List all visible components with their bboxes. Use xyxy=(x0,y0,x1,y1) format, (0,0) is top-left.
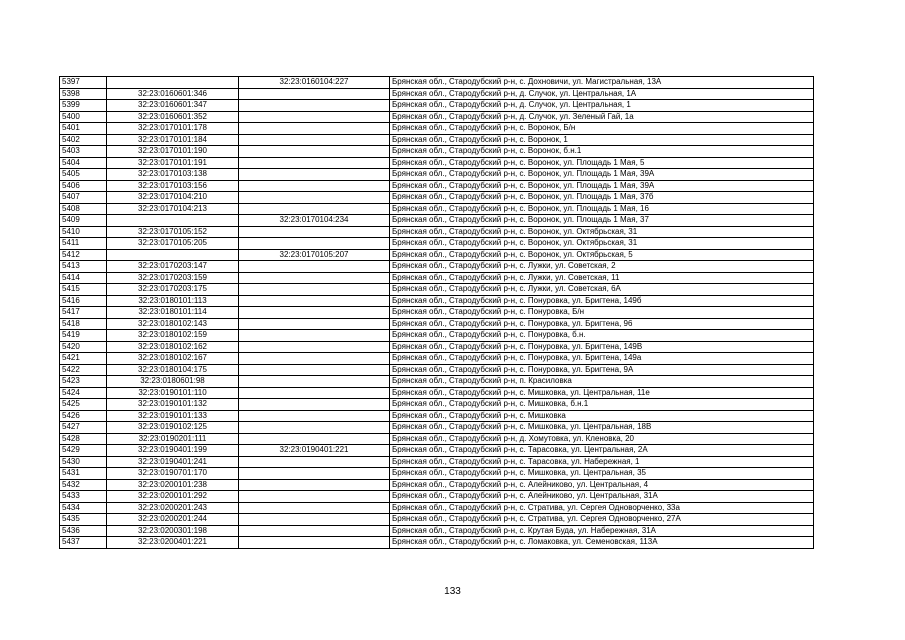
address-cell: Брянская обл., Стародубский р-н, д. Случок, ул. Центральная, 1 xyxy=(390,100,814,112)
address-cell: Брянская обл., Стародубский р-н, с. Стратива, ул. Сергея Одноворченко, 27А xyxy=(390,514,814,526)
address-cell: Брянская обл., Стародубский р-н, с. Понуровка, ул. Бригтена, 9А xyxy=(390,364,814,376)
cadastral-number-cell xyxy=(107,215,239,227)
table-row xyxy=(60,307,814,319)
cadastral-number-cell: 32:23:0170105:205 xyxy=(107,238,239,250)
address-cell: Брянская обл., Стародубский р-н, с. Мишковка, ул. Центральная, 18В xyxy=(390,422,814,434)
cadastral-number-cell: 32:23:0170101:190 xyxy=(107,146,239,158)
table-row xyxy=(60,249,814,261)
row-number-cell: 5414 xyxy=(60,272,107,284)
address-cell: Брянская обл., Стародубский р-н, с. Понуровка, б.н. xyxy=(390,330,814,342)
row-number-cell: 5418 xyxy=(60,318,107,330)
row-number-cell: 5406 xyxy=(60,180,107,192)
table-row xyxy=(60,238,814,250)
table-row xyxy=(60,491,814,503)
address-cell: Брянская обл., Стародубский р-н, с. Воронок, ул. Октябрьская, 31 xyxy=(390,226,814,238)
row-number-cell: 5417 xyxy=(60,307,107,319)
row-number-cell: 5423 xyxy=(60,376,107,388)
address-cell: Брянская обл., Стародубский р-н, с. Воронок, ул. Площадь 1 Мая, 37б xyxy=(390,192,814,204)
address-cell: Брянская обл., Стародубский р-н, с. Понуровка, ул. Бригтена, 149б xyxy=(390,295,814,307)
cadastral-number-secondary-cell xyxy=(239,203,390,215)
cadastral-number-cell: 32:23:0160601:346 xyxy=(107,88,239,100)
cadastral-number-secondary-cell xyxy=(239,433,390,445)
address-cell: Брянская обл., Стародубский р-н, с. Понуровка, ул. Бригтена, 149а xyxy=(390,353,814,365)
cadastral-number-secondary-cell xyxy=(239,226,390,238)
cadastral-number-cell: 32:23:0170203:175 xyxy=(107,284,239,296)
cadastral-number-cell: 32:23:0170104:210 xyxy=(107,192,239,204)
address-cell: Брянская обл., Стародубский р-н, с. Дохновичи, ул. Магистральная, 13А xyxy=(390,77,814,89)
row-number-cell: 5407 xyxy=(60,192,107,204)
table-row xyxy=(60,514,814,526)
address-cell: Брянская обл., Стародубский р-н, с. Понуровка, ул. Бригтена, 149В xyxy=(390,341,814,353)
row-number-cell: 5398 xyxy=(60,88,107,100)
row-number-cell: 5412 xyxy=(60,249,107,261)
table-row xyxy=(60,203,814,215)
cadastral-number-cell: 32:23:0190201:111 xyxy=(107,433,239,445)
table-row xyxy=(60,146,814,158)
row-number-cell: 5436 xyxy=(60,525,107,537)
table-row xyxy=(60,318,814,330)
table-row xyxy=(60,410,814,422)
address-cell: Брянская обл., Стародубский р-н, д. Случок, ул. Центральная, 1А xyxy=(390,88,814,100)
table-row xyxy=(60,399,814,411)
cadastral-number-secondary-cell xyxy=(239,238,390,250)
address-cell: Брянская обл., Стародубский р-н, с. Мишковка xyxy=(390,410,814,422)
cadastral-number-secondary-cell: 32:23:0160104:227 xyxy=(239,77,390,89)
row-number-cell: 5405 xyxy=(60,169,107,181)
row-number-cell: 5420 xyxy=(60,341,107,353)
address-cell: Брянская обл., Стародубский р-н, с. Крутая Буда, ул. Набережная, 31А xyxy=(390,525,814,537)
cadastral-number-secondary-cell: 32:23:0170104:234 xyxy=(239,215,390,227)
address-cell: Брянская обл., Стародубский р-н, с. Воронок, ул. Площадь 1 Мая, 5 xyxy=(390,157,814,169)
table-row xyxy=(60,295,814,307)
address-cell: Брянская обл., Стародубский р-н, п. Красиловка xyxy=(390,376,814,388)
row-number-cell: 5413 xyxy=(60,261,107,273)
address-cell: Брянская обл., Стародубский р-н, с. Воронок, ул. Площадь 1 Мая, 39А xyxy=(390,169,814,181)
address-cell: Брянская обл., Стародубский р-н, с. Воронок, 1 xyxy=(390,134,814,146)
address-cell: Брянская обл., Стародубский р-н, с. Лужки, ул. Советская, 2 xyxy=(390,261,814,273)
table-row xyxy=(60,111,814,123)
table-row xyxy=(60,502,814,514)
cadastral-number-cell: 32:23:0180102:167 xyxy=(107,353,239,365)
row-number-cell: 5430 xyxy=(60,456,107,468)
cadastral-number-cell: 32:23:0170103:156 xyxy=(107,180,239,192)
address-cell: Брянская обл., Стародубский р-н, с. Лужки, ул. Советская, 11 xyxy=(390,272,814,284)
cadastral-number-secondary-cell xyxy=(239,330,390,342)
table-row xyxy=(60,100,814,112)
row-number-cell: 5416 xyxy=(60,295,107,307)
row-number-cell: 5426 xyxy=(60,410,107,422)
cadastral-number-cell: 32:23:0170101:191 xyxy=(107,157,239,169)
cadastral-number-secondary-cell xyxy=(239,456,390,468)
table-row xyxy=(60,422,814,434)
address-cell: Брянская обл., Стародубский р-н, с. Воронок, ул. Площадь 1 Мая, 39А xyxy=(390,180,814,192)
cadastral-number-cell: 32:23:0180102:143 xyxy=(107,318,239,330)
cadastral-number-cell: 32:23:0200101:238 xyxy=(107,479,239,491)
address-cell: Брянская обл., Стародубский р-н, с. Тарасовка, ул. Центральная, 2А xyxy=(390,445,814,457)
table-row xyxy=(60,77,814,89)
cadastral-number-cell: 32:23:0170203:147 xyxy=(107,261,239,273)
address-cell: Брянская обл., Стародубский р-н, д. Случок, ул. Зеленый Гай, 1а xyxy=(390,111,814,123)
row-number-cell: 5401 xyxy=(60,123,107,135)
address-cell: Брянская обл., Стародубский р-н, с. Воронок, ул. Октябрьская, 31 xyxy=(390,238,814,250)
cadastral-number-secondary-cell xyxy=(239,284,390,296)
cadastral-number-secondary-cell xyxy=(239,364,390,376)
page-number: 133 xyxy=(444,586,461,597)
cadastral-number-secondary-cell xyxy=(239,180,390,192)
table-row xyxy=(60,284,814,296)
cadastral-number-secondary-cell xyxy=(239,491,390,503)
cadastral-number-secondary-cell xyxy=(239,525,390,537)
row-number-cell: 5432 xyxy=(60,479,107,491)
table-row xyxy=(60,353,814,365)
row-number-cell: 5408 xyxy=(60,203,107,215)
table-row xyxy=(60,123,814,135)
cadastral-number-cell: 32:23:0190401:199 xyxy=(107,445,239,457)
cadastral-number-secondary-cell xyxy=(239,146,390,158)
cadastral-number-secondary-cell xyxy=(239,514,390,526)
row-number-cell: 5431 xyxy=(60,468,107,480)
cadastral-number-cell: 32:23:0190101:132 xyxy=(107,399,239,411)
cadastral-number-cell: 32:23:0170101:184 xyxy=(107,134,239,146)
cadastral-number-cell: 32:23:0200401:221 xyxy=(107,537,239,549)
address-cell: Брянская обл., Стародубский р-н, с. Понуровка, Б/н xyxy=(390,307,814,319)
row-number-cell: 5425 xyxy=(60,399,107,411)
address-cell: Брянская обл., Стародубский р-н, с. Мишковка, ул. Центральная, 11е xyxy=(390,387,814,399)
cadastral-number-secondary-cell xyxy=(239,376,390,388)
table-row xyxy=(60,376,814,388)
row-number-cell: 5422 xyxy=(60,364,107,376)
table-row xyxy=(60,387,814,399)
cadastral-number-secondary-cell xyxy=(239,123,390,135)
row-number-cell: 5433 xyxy=(60,491,107,503)
cadastral-number-secondary-cell xyxy=(239,318,390,330)
cadastral-number-secondary-cell: 32:23:0170105:207 xyxy=(239,249,390,261)
table-row xyxy=(60,341,814,353)
address-cell: Брянская обл., Стародубский р-н, с. Мишковка, б.н.1 xyxy=(390,399,814,411)
address-cell: Брянская обл., Стародубский р-н, с. Тарасовка, ул. Набережная, 1 xyxy=(390,456,814,468)
row-number-cell: 5434 xyxy=(60,502,107,514)
table-row xyxy=(60,261,814,273)
cadastral-number-cell: 32:23:0200101:292 xyxy=(107,491,239,503)
address-cell: Брянская обл., Стародубский р-н, с. Понуровка, ул. Бригтена, 96 xyxy=(390,318,814,330)
address-cell: Брянская обл., Стародубский р-н, с. Воронок, ул. Площадь 1 Мая, 16 xyxy=(390,203,814,215)
address-cell: Брянская обл., Стародубский р-н, с. Алейниково, ул. Центральная, 4 xyxy=(390,479,814,491)
cadastral-number-secondary-cell xyxy=(239,261,390,273)
table-row xyxy=(60,226,814,238)
row-number-cell: 5409 xyxy=(60,215,107,227)
row-number-cell: 5419 xyxy=(60,330,107,342)
cadastral-number-secondary-cell xyxy=(239,307,390,319)
cadastral-number-secondary-cell xyxy=(239,422,390,434)
address-cell: Брянская обл., Стародубский р-н, д. Хомутовка, ул. Кленовка, 20 xyxy=(390,433,814,445)
table-row xyxy=(60,169,814,181)
table-row xyxy=(60,456,814,468)
cadastral-number-secondary-cell xyxy=(239,272,390,284)
cadastral-number-secondary-cell xyxy=(239,479,390,491)
cadastral-number-cell: 32:23:0200201:244 xyxy=(107,514,239,526)
row-number-cell: 5397 xyxy=(60,77,107,89)
cadastral-number-secondary-cell xyxy=(239,192,390,204)
row-number-cell: 5411 xyxy=(60,238,107,250)
row-number-cell: 5410 xyxy=(60,226,107,238)
cadastral-number-secondary-cell xyxy=(239,88,390,100)
table-row xyxy=(60,525,814,537)
row-number-cell: 5427 xyxy=(60,422,107,434)
address-cell: Брянская обл., Стародубский р-н, с. Воронок, ул. Площадь 1 Мая, 37 xyxy=(390,215,814,227)
address-cell: Брянская обл., Стародубский р-н, с. Воронок, ул. Октябрьская, 5 xyxy=(390,249,814,261)
address-cell: Брянская обл., Стародубский р-н, с. Воронок, Б/н xyxy=(390,123,814,135)
registry-table xyxy=(59,76,814,549)
row-number-cell: 5400 xyxy=(60,111,107,123)
address-cell: Брянская обл., Стародубский р-н, с. Мишковка, ул. Центральная, 35 xyxy=(390,468,814,480)
row-number-cell: 5429 xyxy=(60,445,107,457)
cadastral-number-secondary-cell: 32:23:0190401:221 xyxy=(239,445,390,457)
table-row xyxy=(60,433,814,445)
cadastral-number-cell: 32:23:0160601:347 xyxy=(107,100,239,112)
table-row xyxy=(60,364,814,376)
cadastral-number-secondary-cell xyxy=(239,399,390,411)
cadastral-number-cell: 32:23:0180104:175 xyxy=(107,364,239,376)
row-number-cell: 5404 xyxy=(60,157,107,169)
table-row xyxy=(60,192,814,204)
cadastral-number-cell: 32:23:0190102:125 xyxy=(107,422,239,434)
row-number-cell: 5403 xyxy=(60,146,107,158)
row-number-cell: 5415 xyxy=(60,284,107,296)
address-cell: Брянская обл., Стародубский р-н, с. Алейниково, ул. Центральная, 31А xyxy=(390,491,814,503)
table-row xyxy=(60,468,814,480)
cadastral-number-cell: 32:23:0180601:98 xyxy=(107,376,239,388)
cadastral-number-cell: 32:23:0170101:178 xyxy=(107,123,239,135)
cadastral-number-secondary-cell xyxy=(239,502,390,514)
cadastral-number-secondary-cell xyxy=(239,100,390,112)
table-row xyxy=(60,479,814,491)
registry-table-body xyxy=(60,77,814,549)
row-number-cell: 5428 xyxy=(60,433,107,445)
table-row xyxy=(60,272,814,284)
cadastral-number-cell: 32:23:0160601:352 xyxy=(107,111,239,123)
address-cell: Брянская обл., Стародубский р-н, с. Лужки, ул. Советская, 6А xyxy=(390,284,814,296)
cadastral-number-cell: 32:23:0190701:170 xyxy=(107,468,239,480)
cadastral-number-secondary-cell xyxy=(239,134,390,146)
table-row xyxy=(60,157,814,169)
cadastral-number-cell: 32:23:0170103:138 xyxy=(107,169,239,181)
row-number-cell: 5437 xyxy=(60,537,107,549)
row-number-cell: 5399 xyxy=(60,100,107,112)
cadastral-number-cell: 32:23:0170105:152 xyxy=(107,226,239,238)
address-cell: Брянская обл., Стародубский р-н, с. Стратива, ул. Сергея Одноворченко, 33а xyxy=(390,502,814,514)
cadastral-number-secondary-cell xyxy=(239,295,390,307)
table-row xyxy=(60,537,814,549)
cadastral-number-secondary-cell xyxy=(239,387,390,399)
cadastral-number-secondary-cell xyxy=(239,157,390,169)
cadastral-number-cell: 32:23:0180102:162 xyxy=(107,341,239,353)
cadastral-number-secondary-cell xyxy=(239,341,390,353)
table-row xyxy=(60,445,814,457)
cadastral-number-cell: 32:23:0170203:159 xyxy=(107,272,239,284)
cadastral-number-secondary-cell xyxy=(239,537,390,549)
table-row xyxy=(60,134,814,146)
cadastral-number-cell: 32:23:0190401:241 xyxy=(107,456,239,468)
cadastral-number-cell: 32:23:0190101:110 xyxy=(107,387,239,399)
address-cell: Брянская обл., Стародубский р-н, с. Ломаковка, ул. Семеновская, 113А xyxy=(390,537,814,549)
cadastral-number-cell: 32:23:0180101:114 xyxy=(107,307,239,319)
cadastral-number-cell: 32:23:0170104:213 xyxy=(107,203,239,215)
cadastral-number-cell: 32:23:0180101:113 xyxy=(107,295,239,307)
cadastral-number-secondary-cell xyxy=(239,410,390,422)
table-row xyxy=(60,88,814,100)
cadastral-number-cell: 32:23:0190101:133 xyxy=(107,410,239,422)
cadastral-number-secondary-cell xyxy=(239,111,390,123)
cadastral-number-cell: 32:23:0200201:243 xyxy=(107,502,239,514)
cadastral-number-secondary-cell xyxy=(239,169,390,181)
table-row xyxy=(60,180,814,192)
row-number-cell: 5402 xyxy=(60,134,107,146)
cadastral-number-secondary-cell xyxy=(239,353,390,365)
cadastral-number-cell: 32:23:0200301:198 xyxy=(107,525,239,537)
row-number-cell: 5435 xyxy=(60,514,107,526)
row-number-cell: 5424 xyxy=(60,387,107,399)
cadastral-number-secondary-cell xyxy=(239,468,390,480)
address-cell: Брянская обл., Стародубский р-н, с. Воронок, б.н.1 xyxy=(390,146,814,158)
row-number-cell: 5421 xyxy=(60,353,107,365)
table-row xyxy=(60,215,814,227)
table-row xyxy=(60,330,814,342)
cadastral-number-cell: 32:23:0180102:159 xyxy=(107,330,239,342)
cadastral-number-cell xyxy=(107,249,239,261)
cadastral-number-cell xyxy=(107,77,239,89)
